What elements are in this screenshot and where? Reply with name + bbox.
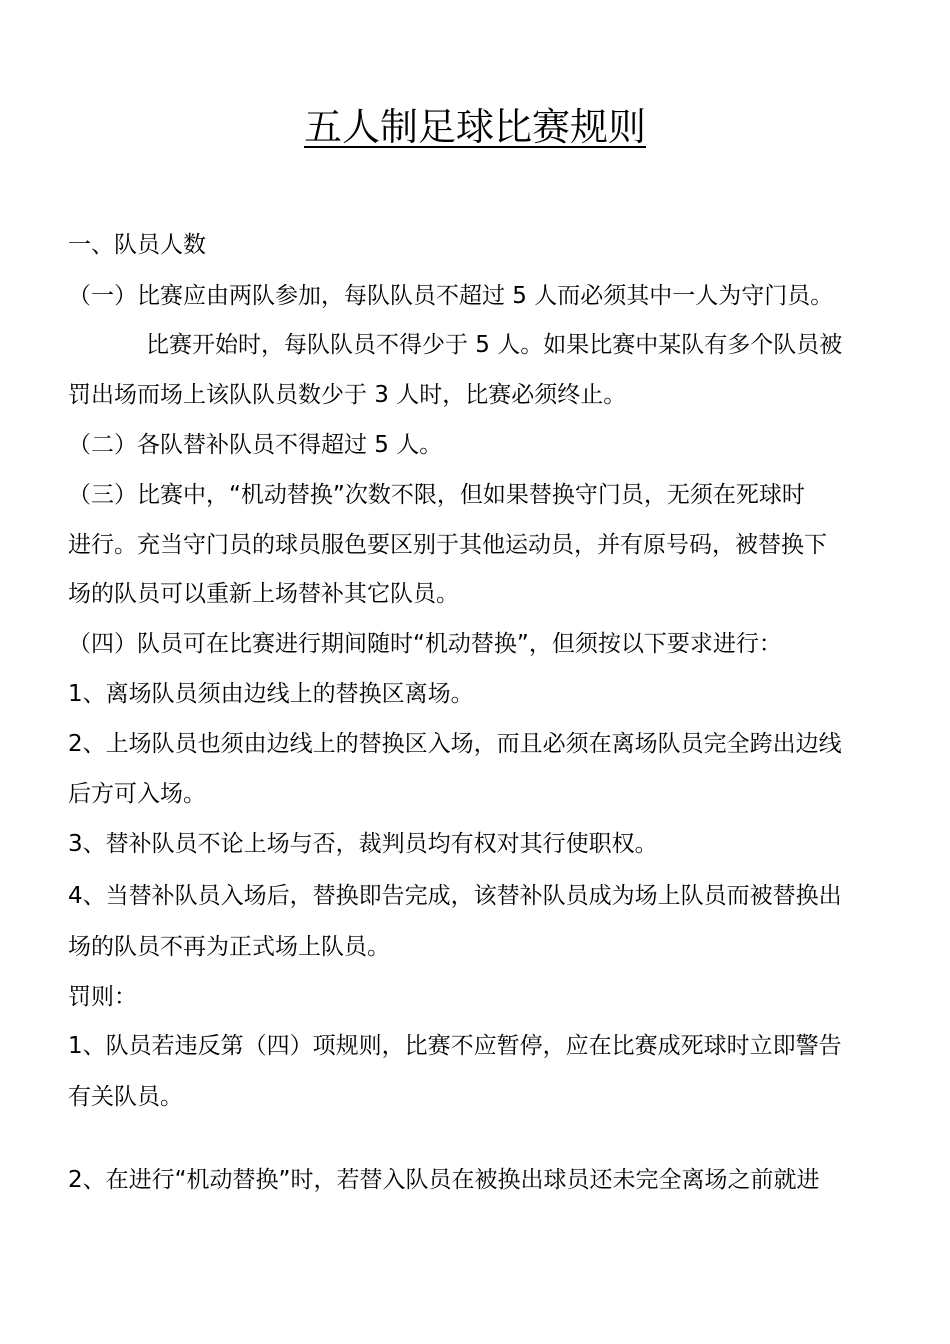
paragraph-line: 比赛开始时，每队队员不得少于 5 人。如果比赛中某队有多个队员被 — [146, 332, 843, 358]
paragraph-line: 罚出场而场上该队队员数少于 3 人时，比赛必须终止。 — [68, 382, 627, 408]
paragraph-line: 进行。充当守门员的球员服色要区别于其他运动员，并有原号码，被替换下 — [68, 532, 827, 558]
list-item-line: 有关队员。 — [68, 1084, 183, 1110]
list-item-line: 2、上场队员也须由边线上的替换区入场，而且必须在离场队员完全跨出边线 — [68, 731, 842, 757]
list-item-line: 3、替补队员不论上场与否，裁判员均有权对其行使职权。 — [68, 831, 658, 857]
list-item-line: 场的队员不再为正式场上队员。 — [68, 934, 390, 960]
paragraph-line: （四）队员可在比赛进行期间随时“机动替换”，但须按以下要求进行： — [68, 631, 782, 657]
document-title — [0, 103, 950, 151]
paragraph-line: （二）各队替补队员不得超过 5 人。 — [68, 432, 443, 458]
list-item-line: 1、离场队员须由边线上的替换区离场。 — [68, 681, 474, 707]
paragraph-line: （三）比赛中，“机动替换”次数不限，但如果替换守门员，无须在死球时 — [68, 482, 805, 508]
penalty-heading: 罚则： — [68, 984, 137, 1010]
document-title-text: 五人制足球比赛规则 — [303, 105, 646, 149]
list-item-line: 4、当替补队员入场后，替换即告完成，该替补队员成为场上队员而被替换出 — [68, 883, 842, 909]
paragraph-line: 场的队员可以重新上场替补其它队员。 — [68, 581, 459, 607]
list-item-line: 1、队员若违反第（四）项规则，比赛不应暂停，应在比赛成死球时立即警告 — [68, 1033, 842, 1059]
list-item-line: 后方可入场。 — [68, 781, 206, 807]
list-item-line: 2、在进行“机动替换”时，若替入队员在被换出球员还未完全离场之前就进 — [68, 1167, 820, 1193]
paragraph-line: （一）比赛应由两队参加，每队队员不超过 5 人而必须其中一人为守门员。 — [68, 283, 834, 309]
section-heading: 一、队员人数 — [68, 232, 206, 258]
